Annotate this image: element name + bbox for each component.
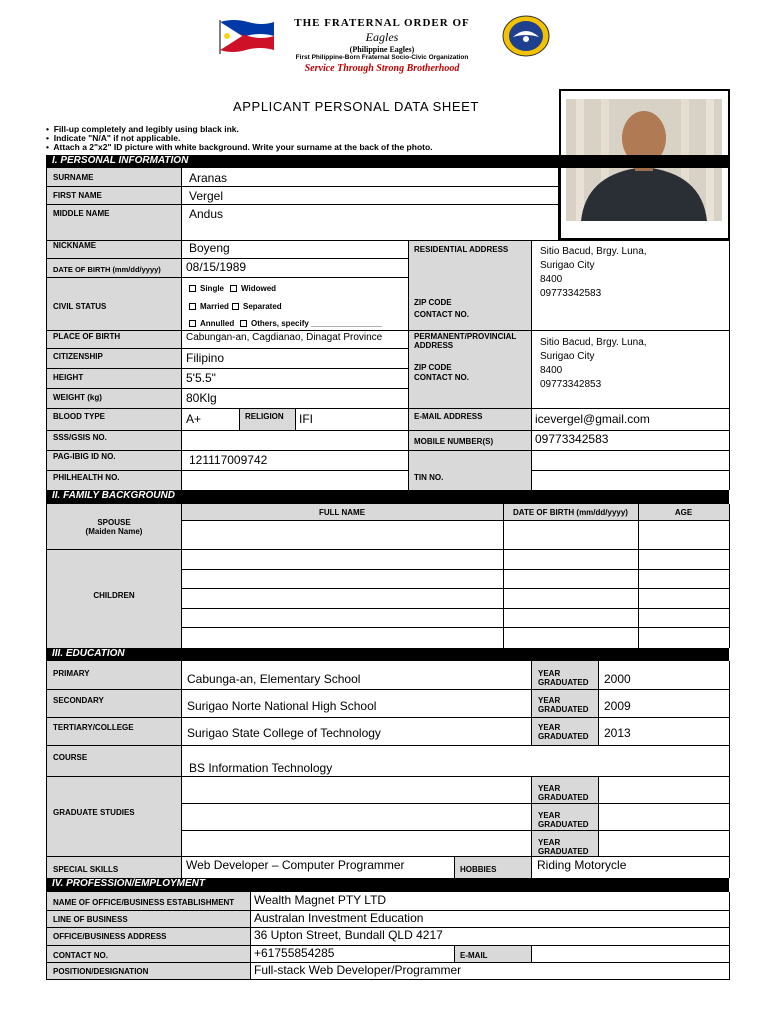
religion-label: RELIGION (245, 412, 284, 421)
weight-field[interactable]: 80Klg (186, 391, 217, 405)
civil-option-annulled[interactable]: Annulled (189, 319, 234, 328)
secondary-label: SECONDARY (53, 696, 104, 705)
checkbox-others[interactable] (240, 320, 247, 327)
checkbox-married[interactable] (189, 303, 196, 310)
form-title: APPLICANT PERSONAL DATA SHEET (233, 99, 479, 114)
perm-contact-label: CONTACT NO. (414, 373, 469, 382)
instruction-2: Indicate "N/A" if not applicable. (53, 133, 181, 143)
secondary-year-field[interactable]: 2009 (604, 699, 631, 713)
place-of-birth-label: PLACE OF BIRTH (53, 332, 121, 341)
civil-option-separated[interactable]: Separated (232, 302, 282, 311)
email-field[interactable]: icevergel@gmail.com (535, 412, 650, 426)
checkbox-separated[interactable] (232, 303, 239, 310)
pagibig-label: PAG-IBIG ID NO. (53, 452, 116, 461)
position-field[interactable]: Full-stack Web Developer/Programmer (254, 963, 462, 977)
pagibig-field[interactable]: 121117009742 (189, 453, 268, 467)
checkbox-widowed[interactable] (230, 285, 237, 292)
spouse-label: SPOUSE (Maiden Name) (85, 518, 143, 536)
civil-option-single[interactable]: Single (189, 284, 224, 293)
first-name-field[interactable]: Vergel (189, 189, 224, 203)
res-zip-label: ZIP CODE (414, 298, 452, 307)
instruction-1: Fill-up completely and legibly using black ink. (53, 124, 239, 134)
contact-field[interactable]: +61755854285 (254, 946, 335, 960)
citizenship-label: CITIZENSHIP (53, 352, 103, 361)
civil-option-married[interactable]: Married (189, 302, 229, 311)
line-of-business-field[interactable]: Australan Investment Education (254, 911, 424, 925)
org-motto: Service Through Strong Brotherhood (304, 63, 460, 74)
secondary-field[interactable]: Surigao Norte National High School (187, 699, 377, 713)
primary-label: PRIMARY (53, 669, 90, 678)
org-name: THE FRATERNAL ORDER OF (294, 17, 470, 29)
section-personal-information: I. PERSONAL INFORMATION (46, 155, 729, 168)
position-label: POSITION/DESIGNATION (53, 967, 149, 976)
philhealth-label: PHILHEALTH NO. (53, 473, 120, 482)
religion-field[interactable]: IFI (299, 412, 313, 426)
section-family-background: II. FAMILY BACKGROUND (46, 490, 729, 504)
grad-year-label-1: YEAR GRADUATED (538, 784, 589, 802)
instructions: • Fill-up completely and legibly using black ink. • Indicate "N/A" if not applicable. • Attach a 2"x2" ID picture with white background. Write your surname at the back of the photo. (46, 124, 433, 152)
col-full-name: FULL NAME (318, 508, 366, 517)
primary-field[interactable]: Cabunga-an, Elementary School (187, 672, 361, 686)
sss-label: SSS/GSIS NO. (53, 433, 107, 442)
office-address-label: OFFICE/BUSINESS ADDRESS (53, 932, 167, 941)
hobbies-field[interactable]: Riding Motorycle (537, 858, 627, 872)
surname-label: SURNAME (53, 173, 94, 182)
height-field[interactable]: 5'5.5" (186, 371, 216, 385)
permanent-address-label: PERMANENT/PROVINCIAL ADDRESS (414, 332, 517, 350)
tertiary-year-field[interactable]: 2013 (604, 726, 631, 740)
civil-option-others[interactable]: Others, specify ________________ (240, 319, 382, 328)
place-of-birth-field[interactable]: Cabungan-an, Cagdianao, Dinagat Province (186, 332, 383, 343)
checkbox-annulled[interactable] (189, 320, 196, 327)
eagles-seal-icon (501, 15, 551, 57)
tin-label: TIN NO. (414, 473, 444, 482)
nickname-field[interactable]: Boyeng (189, 241, 230, 255)
col-age: AGE (674, 508, 693, 517)
nickname-label: NICKNAME (53, 241, 97, 250)
middle-name-field[interactable]: Andus (189, 207, 224, 221)
office-label: NAME OF OFFICE/BUSINESS ESTABLISHMENT (53, 898, 235, 907)
col-date-of-birth: DATE OF BIRTH (mm/dd/yyyy) (513, 508, 628, 517)
instruction-3: Attach a 2"x2" ID picture with white background. Write your surname at the back of the photo. (53, 142, 433, 152)
section-education: III. EDUCATION (46, 648, 729, 661)
checkbox-single[interactable] (189, 285, 196, 292)
org-name-philippine-eagles: (Philippine Eagles) (349, 45, 415, 54)
mobile-field[interactable]: 09773342583 (535, 432, 609, 446)
philippine-flag-icon (218, 18, 276, 54)
civil-status-label: CIVIL STATUS (53, 302, 107, 311)
primary-year-label: YEAR GRADUATED (538, 669, 589, 687)
primary-year-field[interactable]: 2000 (604, 672, 631, 686)
height-label: HEIGHT (53, 373, 84, 382)
graduate-studies-label: GRADUATE STUDIES (53, 808, 135, 817)
grad-year-label-2: YEAR GRADUATED (538, 811, 589, 829)
perm-zip-label: ZIP CODE (414, 363, 452, 372)
grad-year-label-3: YEAR GRADUATED (538, 838, 589, 856)
tertiary-field[interactable]: Surigao State College of Technology (187, 726, 381, 740)
special-skills-field[interactable]: Web Developer – Computer Programmer (186, 858, 405, 872)
children-label: CHILDREN (93, 591, 135, 600)
contact-label: CONTACT NO. (53, 951, 108, 960)
org-name-eagles: Eagles (365, 30, 399, 44)
residential-address-label: RESIDENTIAL ADDRESS (414, 245, 509, 254)
permanent-address-field[interactable]: Sitio Bacud, Brgy. Luna, Surigao City 8400 09773342853 (540, 337, 647, 390)
mobile-label: MOBILE NUMBER(S) (414, 437, 494, 446)
office-field[interactable]: Wealth Magnet PTY LTD (254, 893, 387, 907)
dob-field[interactable]: 08/15/1989 (186, 260, 247, 274)
blood-type-field[interactable]: A+ (186, 412, 202, 426)
line-of-business-label: LINE OF BUSINESS (53, 915, 128, 924)
residential-address-field[interactable]: Sitio Bacud, Brgy. Luna, Surigao City 8400 09773342583 (540, 246, 647, 299)
special-skills-label: SPECIAL SKILLS (53, 865, 119, 874)
org-description: First Philippine-Born Fraternal Socio-Civic Organization (295, 54, 469, 61)
tertiary-year-label: YEAR GRADUATED (538, 723, 589, 741)
hobbies-label: HOBBIES (460, 865, 497, 874)
citizenship-field[interactable]: Filipino (186, 351, 225, 365)
dob-label: DATE OF BIRTH (mm/dd/yyyy) (53, 265, 161, 274)
employment-email-label: E-MAIL (460, 951, 488, 960)
course-label: COURSE (53, 753, 88, 762)
blood-type-label: BLOOD TYPE (53, 412, 106, 421)
email-label: E-MAIL ADDRESS (414, 412, 483, 421)
first-name-label: FIRST NAME (53, 191, 102, 200)
office-address-field[interactable]: 36 Upton Street, Bundall QLD 4217 (254, 928, 443, 942)
secondary-year-label: YEAR GRADUATED (538, 696, 589, 714)
section-profession-employment: IV. PROFESSION/EMPLOYMENT (46, 878, 729, 892)
surname-field[interactable]: Aranas (189, 171, 228, 185)
course-field[interactable]: BS Information Technology (189, 761, 333, 775)
civil-option-widowed[interactable]: Widowed (230, 284, 276, 293)
weight-label: WEIGHT (kg) (53, 393, 102, 402)
middle-name-label: MIDDLE NAME (53, 209, 110, 218)
tertiary-label: TERTIARY/COLLEGE (53, 723, 134, 732)
res-contact-label: CONTACT NO. (414, 310, 469, 319)
